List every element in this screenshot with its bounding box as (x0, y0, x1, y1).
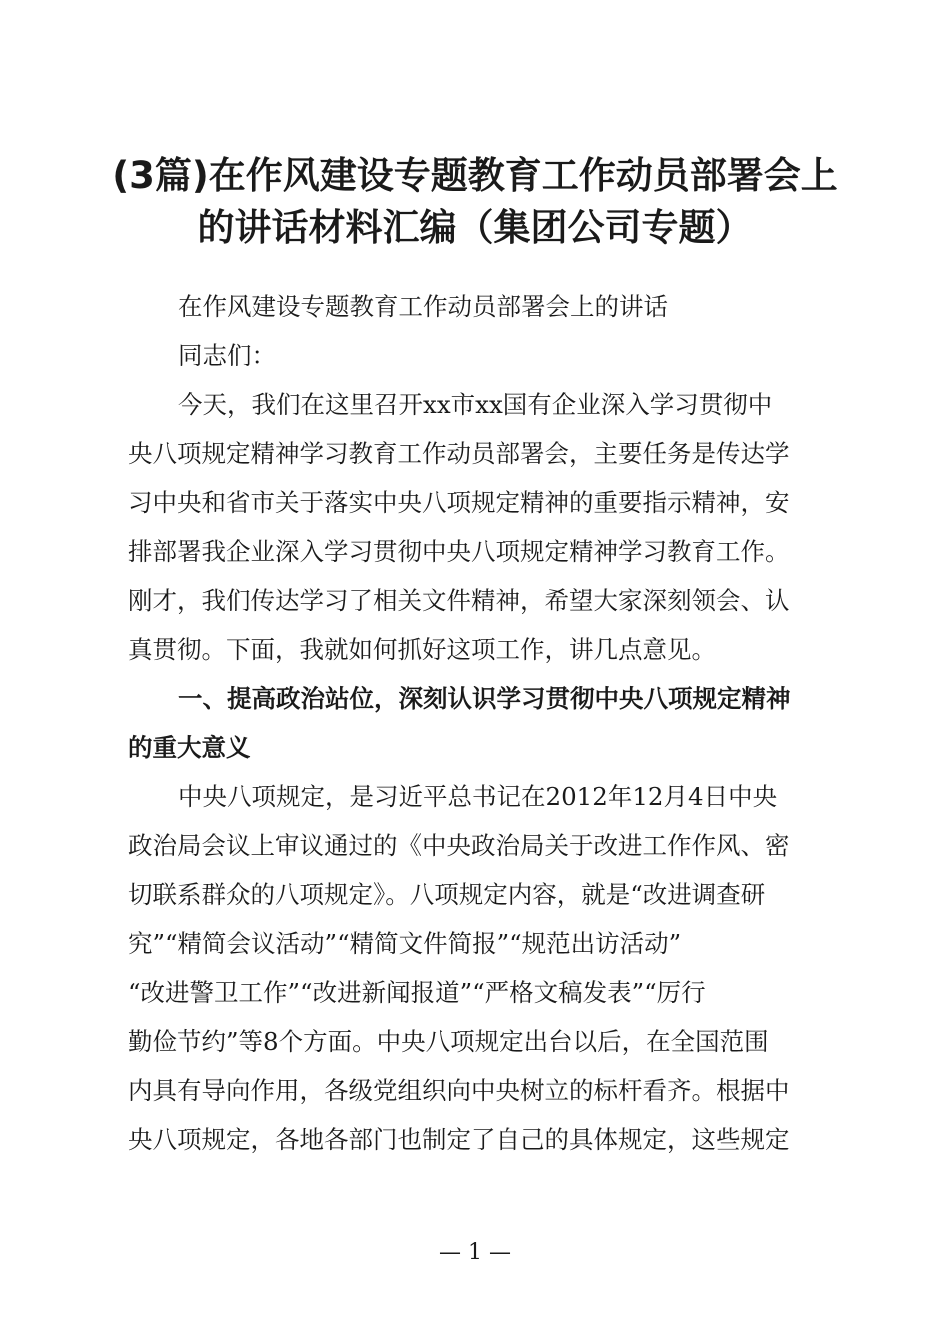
paragraph-2-line-6: 勤俭节约”等8个方面。中央八项规定出台以后，在全国范围 (128, 1027, 769, 1056)
paragraph-2-line-4: 究”“精简会议活动”“精简文件简报”“规范出访活动” (128, 929, 682, 958)
salutation: 同志们： (178, 341, 276, 370)
paragraph-2-line-7: 内具有导向作用，各级党组织向中央树立的标杆看齐。根据中 (128, 1076, 790, 1105)
paragraph-2-line-1: 中央八项规定，是习近平总书记在2012年12月4日中央 (178, 782, 778, 811)
paragraph-2-line-2: 政治局会议上审议通过的《中央政治局关于改进工作作风、密 (128, 831, 790, 860)
paragraph-2-line-5: “改进警卫工作”“改进新闻报道”“严格文稿发表”“厉行 (128, 978, 706, 1007)
paragraph-1-line-6: 真贯彻。下面，我就如何抓好这项工作，讲几点意见。 (128, 635, 716, 664)
paragraph-1-line-5: 刚才，我们传达学习了相关文件精神，希望大家深刻领会、认 (128, 586, 790, 615)
paragraph-1-line-2: 央八项规定精神学习教育工作动员部署会，主要任务是传达学 (128, 439, 790, 468)
paragraph-2-line-3: 切联系群众的八项规定》。八项规定内容，就是“改进调查研 (128, 880, 766, 909)
paragraph-1-line-4: 排部署我企业深入学习贯彻中央八项规定精神学习教育工作。 (128, 537, 790, 566)
page-number: — 1 — (439, 1240, 511, 1265)
paragraph-1-line-3: 习中央和省市关于落实中央八项规定精神的重要指示精神，安 (128, 488, 790, 517)
title-line-1: (3篇)在作风建设专题教育工作动员部署会上 (112, 154, 838, 197)
section-heading-line-2: 的重大意义 (128, 733, 251, 762)
document-title (100, 150, 850, 254)
section-heading-line-1: 一、提高政治站位，深刻认识学习贯彻中央八项规定精神 (178, 684, 791, 713)
paragraph-1-line-1: 今天，我们在这里召开xx市xx国有企业深入学习贯彻中 (178, 390, 773, 419)
speech-subtitle: 在作风建设专题教育工作动员部署会上的讲话 (178, 292, 668, 321)
title-line-2: 的讲话材料汇编（集团公司专题） (197, 206, 753, 249)
document-body (128, 282, 828, 1164)
paragraph-2-line-8: 央八项规定，各地各部门也制定了自己的具体规定，这些规定 (128, 1125, 790, 1154)
